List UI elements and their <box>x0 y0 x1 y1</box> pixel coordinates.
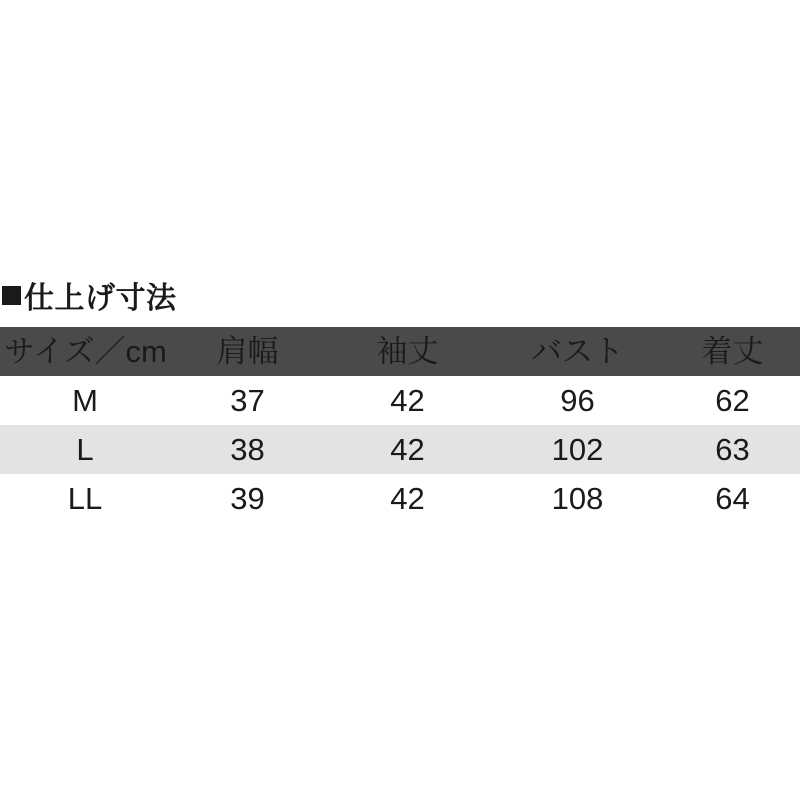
column-header-sleeve: 袖丈 <box>376 334 439 369</box>
cell-length: 63 <box>715 432 750 467</box>
table-row <box>0 474 800 523</box>
cell-sleeve: 42 <box>390 481 425 516</box>
table-body <box>0 376 800 523</box>
table-head <box>0 327 800 376</box>
cell-shoulder: 38 <box>230 432 265 467</box>
section-heading-label: 仕上げ寸法 <box>24 282 177 315</box>
size-table <box>0 327 800 523</box>
cell-length: 62 <box>715 383 750 418</box>
column-header-bust: バスト <box>531 334 624 369</box>
table-row <box>0 425 800 474</box>
column-header-size: サイズ／cm <box>4 334 167 369</box>
cell-bust: 108 <box>551 481 604 516</box>
cell-size: L <box>76 432 94 467</box>
column-header-shoulder: 肩幅 <box>216 334 279 369</box>
cell-sleeve: 42 <box>390 383 425 418</box>
square-bullet-icon <box>2 286 21 305</box>
table-row <box>0 376 800 425</box>
cell-bust: 96 <box>560 383 595 418</box>
cell-bust: 102 <box>551 432 604 467</box>
cell-shoulder: 37 <box>230 383 265 418</box>
cell-length: 64 <box>715 481 750 516</box>
cell-sleeve: 42 <box>390 432 425 467</box>
cell-size: LL <box>67 481 103 516</box>
cell-size: M <box>72 383 98 418</box>
finished-measurements-block <box>0 273 800 523</box>
column-header-length: 着丈 <box>701 334 764 369</box>
section-heading <box>0 273 800 317</box>
cell-shoulder: 39 <box>230 481 265 516</box>
table-header-row <box>0 327 800 376</box>
